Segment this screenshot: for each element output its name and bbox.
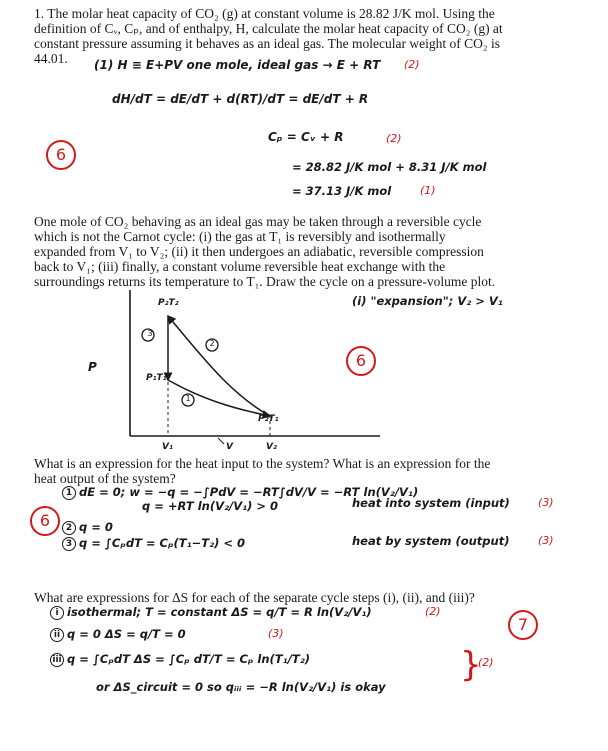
- q3-heat-output-label: heat by system (output): [352, 534, 510, 548]
- q3-line-2: heat output of the system?: [34, 471, 176, 486]
- step-2-label: 2: [209, 339, 215, 348]
- q1-points-3: (1): [420, 184, 436, 197]
- p2t2-label: P₂T₂: [158, 298, 179, 308]
- q3-step-3-heat-text: q = ∫CₚdT = Cₚ(T₁−T₂) < 0: [79, 536, 246, 550]
- q1-line-1: 1. The molar heat capacity of CO₂ (g) at constant volume is 28.82 J/K mol. Using the: [34, 6, 495, 21]
- q1-line-3: constant pressure assuming it behaves as an ideal gas. The molecular weight of CO₂ is: [34, 36, 500, 51]
- q3-heat-input-label: heat into system (input): [352, 496, 510, 510]
- q3-step-3-heat: 3 q = ∫CₚdT = Cₚ(T₁−T₂) < 0: [62, 536, 245, 551]
- v-axis-label: V: [226, 442, 233, 452]
- q2-score-circle: 6: [346, 346, 376, 376]
- p1t1-label: P₁T₁: [146, 373, 167, 383]
- q4-line-1: What are expressions for ΔS for each of the separate cycle steps (i), (ii), and (iii)?: [34, 590, 475, 605]
- q3-step-1-work: 1 dE = 0; w = −q = −∫PdV = −RT∫dV/V = −RT ln(V₂/V₁): [62, 485, 418, 500]
- q1-points-1: (2): [404, 58, 420, 71]
- q3-points-1: (3): [538, 496, 554, 509]
- q1-points-2: (2): [386, 132, 402, 145]
- step-3-label: 3: [147, 329, 153, 338]
- q2-line-2: which is not the Carnot cycle: (i) the gas at T₁ is reversibly and isothermally: [34, 229, 446, 244]
- p-axis-label: P: [88, 360, 97, 374]
- v-axis-arrow: [218, 438, 224, 444]
- q1-answer-sum: = 28.82 J/K mol + 8.31 J/K mol: [292, 160, 487, 174]
- v2-tick-label: V₂: [266, 442, 277, 452]
- q4-score-circle: 7: [508, 610, 538, 640]
- q3-score-circle: 6: [30, 506, 60, 536]
- q1-line-2: definition of Cᵥ, Cₚ, and of enthalpy, H, calculate the molar heat capacity of CO₂ (g) at: [34, 21, 503, 36]
- q4-step-iii: iii q = ∫CₚdT ΔS = ∫Cₚ dT/T = Cₚ ln(T₁/T₂): [50, 652, 310, 667]
- q2-answer-note: (i) "expansion"; V₂ > V₁: [352, 294, 503, 308]
- q1-answer-enthalpy-def: (1) H ≡ E+PV one mole, ideal gas → E + RT: [94, 58, 381, 72]
- q1-score-circle: 6: [46, 140, 76, 170]
- q2-line-1: One mole of CO₂ behaving as an ideal gas may be taken through a reversible cycle: [34, 214, 482, 229]
- q4-points-i: (2): [425, 605, 441, 618]
- q1-answer-cp-relation: Cₚ = Cᵥ + R: [268, 130, 344, 144]
- q1-answer-derivative: dH/dT = dE/dT + d(RT)/dT = dE/dT + R: [112, 92, 369, 106]
- q1-line-4: 44.01.: [34, 51, 68, 66]
- q4-step-ii-text: q = 0 ΔS = q/T = 0: [67, 627, 186, 641]
- q3-step-1-work-text: dE = 0; w = −q = −∫PdV = −RT∫dV/V = −RT ln(V₂/V₁): [79, 485, 419, 499]
- q4-step-i-text: isothermal; T = constant ΔS = q/T = R ln(V₂/V₁): [67, 605, 372, 619]
- q4-step-i: i isothermal; T = constant ΔS = q/T = R ln(V₂/V₁): [50, 605, 372, 620]
- q4-brace: }: [460, 645, 482, 685]
- q4-step-ii: ii q = 0 ΔS = q/T = 0: [50, 627, 186, 642]
- p2t1-label: P₂T₁: [258, 414, 279, 424]
- v1-tick-label: V₁: [162, 442, 173, 452]
- q2-line-3: expanded from V₁ to V₂; (ii) it then undergoes an adiabatic, reversible compression: [34, 244, 484, 259]
- q2-line-4: back to V₁; (iii) finally, a constant volume reversible heat exchange with the: [34, 259, 446, 274]
- step-1-label: 1: [185, 394, 191, 403]
- q4-points-iii: (2): [478, 656, 494, 669]
- q3-line-1: What is an expression for the heat input to the system? What is an expression for the: [34, 456, 491, 471]
- pv-diagram: [90, 290, 390, 460]
- q1-answer-result: = 37.13 J/K mol: [292, 184, 392, 198]
- q2-line-5: surroundings returns its temperature to T₁. Draw the cycle on a pressure-volume plot.: [34, 274, 496, 289]
- q3-step-2-heat-text: q = 0: [79, 520, 113, 534]
- q3-points-2: (3): [538, 534, 554, 547]
- q4-step-iii-text: q = ∫CₚdT ΔS = ∫Cₚ dT/T = Cₚ ln(T₁/T₂): [67, 652, 311, 666]
- q4-cycle-total: or ΔS_circuit = 0 so qᵢᵢᵢ = −R ln(V₂/V₁) is okay: [96, 680, 386, 694]
- q3-step-2-heat: 2 q = 0: [62, 520, 113, 535]
- q3-step-1-heat: q = +RT ln(V₂/V₁) > 0: [142, 499, 279, 513]
- q4-points-ii: (3): [268, 627, 284, 640]
